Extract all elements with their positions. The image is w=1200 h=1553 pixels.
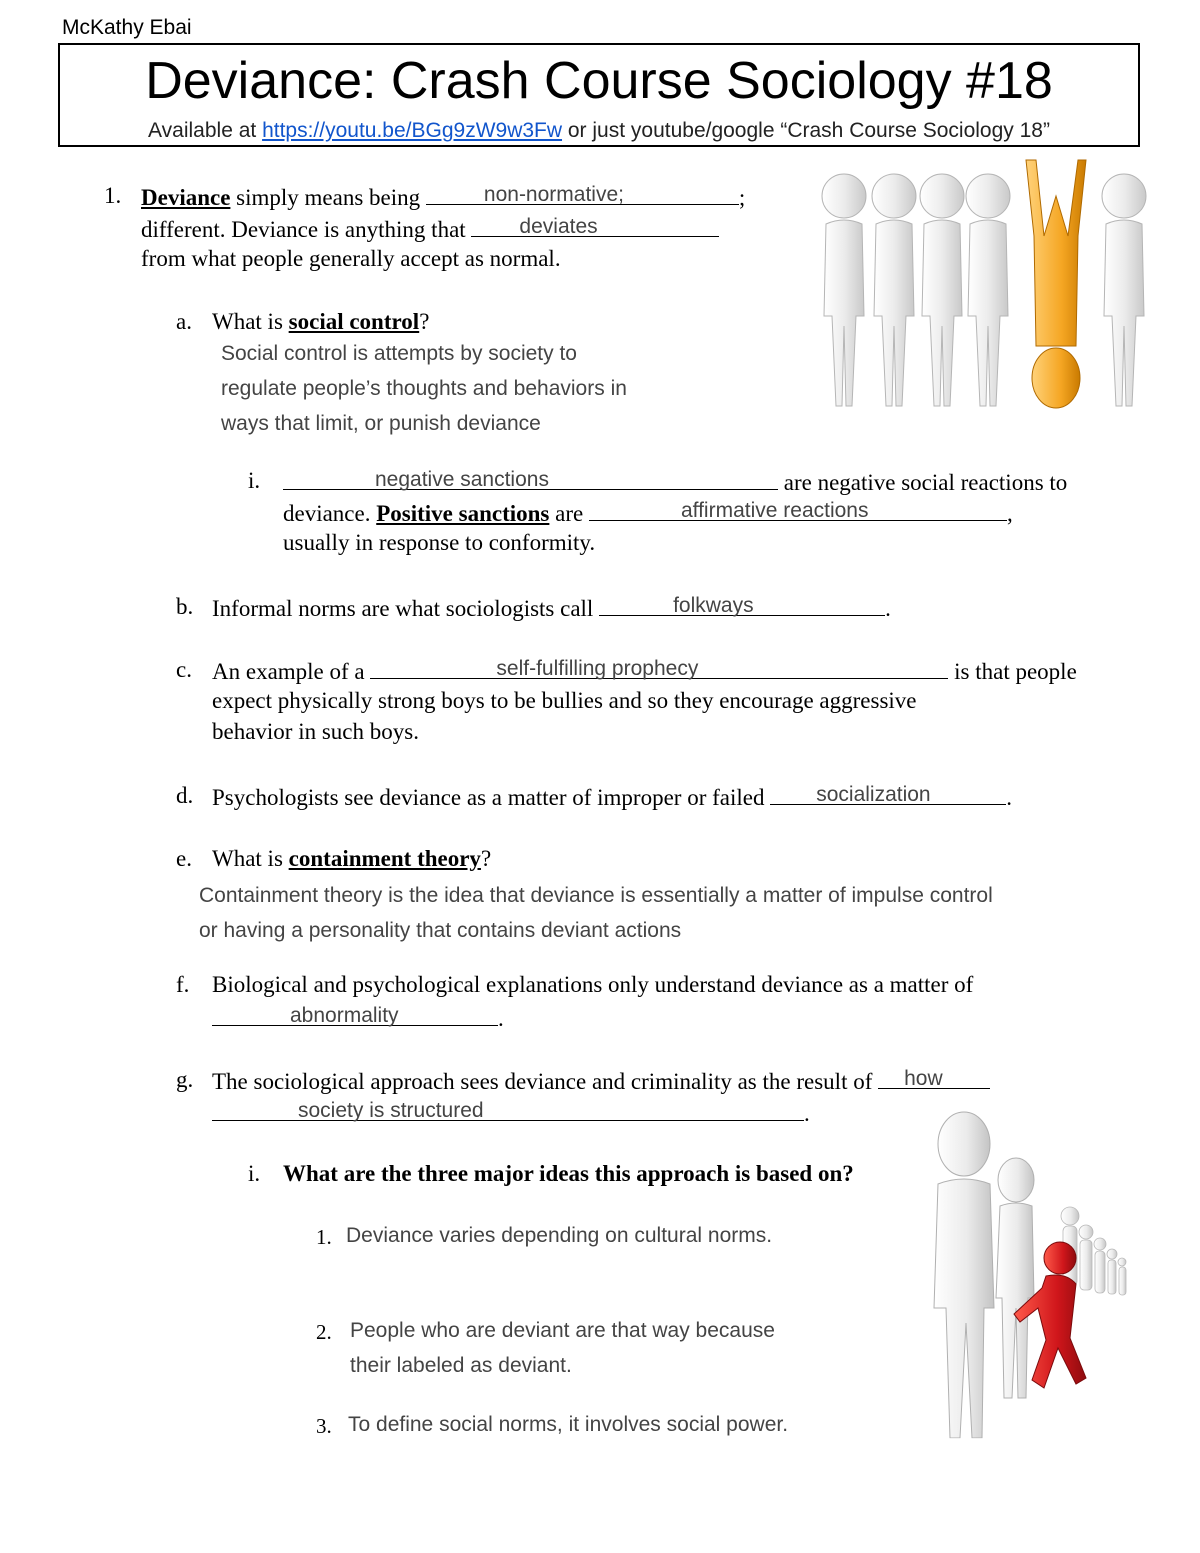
q1-text-2: ; — [738, 185, 746, 210]
white-figure-3 — [920, 174, 964, 406]
qc-text-1: An example of a — [212, 659, 371, 684]
qf-blank-1[interactable] — [212, 1001, 498, 1026]
figures-row-image — [812, 156, 1172, 456]
term-social-control: social control — [288, 309, 420, 334]
qf-line2 — [212, 1001, 504, 1034]
author-name: McKathy Ebai — [62, 16, 192, 39]
qgi-number: i. — [248, 1161, 261, 1186]
q1-answer-2: deviates — [519, 215, 598, 238]
qg-answer-1: how — [904, 1067, 943, 1090]
qf-letter: f. — [176, 972, 190, 997]
qai-answer-2: affirmative reactions — [680, 499, 869, 522]
q1-line3: from what people generally accept as normal. — [141, 246, 561, 271]
qai-number: i. — [248, 468, 261, 493]
white-figure-5 — [1102, 174, 1146, 406]
front-white-figure — [934, 1112, 994, 1438]
qc-text-2: is that people — [948, 659, 1077, 684]
title-box — [58, 43, 1140, 147]
white-figure-1 — [822, 174, 866, 406]
qc-line3: behavior in such boys. — [212, 719, 419, 744]
qd-answer-1: socialization — [816, 783, 931, 806]
idea-3-text: To define social norms, it involves social power. — [348, 1413, 789, 1436]
qc-blank-1[interactable] — [370, 654, 948, 679]
qa-text-2: ? — [419, 309, 430, 334]
idea-1-text: Deviance varies depending on cultural norms. — [346, 1224, 773, 1247]
qb-text-2: . — [885, 596, 891, 621]
available-suffix: or just youtube/google “Crash Course Sociology 18” — [562, 119, 1050, 142]
qe-letter: e. — [176, 846, 192, 871]
qd-letter: d. — [176, 783, 194, 808]
idea-2-text-line-2: their labeled as deviant. — [350, 1354, 572, 1377]
qg-answer-2: society is structured — [298, 1099, 484, 1122]
qg-text-1: The sociological approach sees deviance and criminality as the result of — [212, 1069, 879, 1094]
qg-line2 — [212, 1096, 810, 1129]
qg-letter: g. — [176, 1067, 194, 1092]
qb-blank-1[interactable] — [599, 591, 885, 616]
qb-line — [212, 591, 891, 624]
qc-letter: c. — [176, 657, 192, 682]
qa-answer-line-3: ways that limit, or punish deviance — [221, 412, 541, 435]
qa-question — [212, 306, 429, 337]
page-title: Deviance: Crash Course Sociology #18 — [145, 52, 1053, 110]
available-prefix: Available at — [148, 119, 263, 142]
qc-line1 — [212, 654, 1077, 687]
qb-letter: b. — [176, 594, 194, 619]
term-positive-sanctions: Positive sanctions — [376, 501, 550, 526]
qe-text-1: What is — [212, 846, 289, 871]
qa-letter: a. — [176, 309, 192, 334]
q1-text-1: simply means being — [230, 185, 426, 210]
qe-answer-line-1: Containment theory is the idea that deviance is essentially a matter of impulse control — [199, 884, 993, 907]
qf-text-2: . — [498, 1006, 504, 1031]
term-deviance: Deviance — [141, 185, 231, 210]
qai-text-4: , — [1006, 501, 1013, 526]
white-figure-4 — [966, 174, 1010, 406]
qd-text-2: . — [1006, 785, 1012, 810]
qd-line — [212, 780, 1012, 813]
qai-text-1: are negative social reactions to — [778, 470, 1068, 495]
q1-blank-2[interactable] — [471, 212, 719, 237]
qe-answer-line-2: or having a personality that contains deviant actions — [199, 919, 682, 942]
qf-answer-1: abnormality — [290, 1004, 399, 1027]
q1-number: 1. — [104, 183, 122, 208]
video-link[interactable]: https://youtu.be/BGg9zW9w3Fw — [262, 119, 563, 142]
term-containment-theory: containment theory — [288, 846, 481, 871]
idea-2-text-line-1: People who are deviant are that way because — [350, 1319, 775, 1342]
qc-answer-1: self-fulfilling prophecy — [496, 657, 699, 680]
qai-answer-1: negative sanctions — [375, 468, 549, 491]
second-white-figure — [996, 1158, 1034, 1398]
idea-3-number: 3. — [316, 1414, 332, 1438]
availability-line — [60, 119, 1138, 143]
idea-1-number: 1. — [316, 1225, 332, 1249]
qai-blank-2[interactable] — [589, 496, 1007, 521]
qai-text-2: deviance. — [283, 501, 377, 526]
white-figure-2 — [872, 174, 916, 406]
q1-blank-1[interactable] — [426, 180, 739, 205]
qb-text-1: Informal norms are what sociologists call — [212, 596, 600, 621]
qai-blank-1[interactable] — [283, 465, 778, 490]
qa-text-1: What is — [212, 309, 289, 334]
q1-line2 — [141, 212, 719, 245]
qg-line1 — [212, 1064, 990, 1097]
qai-text-3: are — [549, 501, 589, 526]
qa-answer-line-2: regulate people’s thoughts and behaviors in — [221, 377, 627, 400]
qg-blank-1[interactable] — [878, 1064, 990, 1089]
qc-line2: expect physically strong boys to be bullies and so they encourage aggressive — [212, 688, 917, 713]
qai-line3: usually in response to conformity. — [283, 530, 596, 555]
idea-2-number: 2. — [316, 1320, 332, 1344]
qe-question — [212, 843, 491, 874]
qai-line2 — [283, 496, 1013, 529]
qb-answer-1: folkways — [673, 594, 754, 617]
orange-upside-down-figure — [1026, 160, 1086, 408]
q1-text-3: different. Deviance is anything that — [141, 217, 472, 242]
figures-line-image — [920, 1108, 1160, 1490]
qd-blank-1[interactable] — [770, 780, 1006, 805]
qai-line1 — [283, 465, 1067, 498]
q1-answer-1: non-normative; — [483, 183, 624, 206]
qa-answer-line-1: Social control is attempts by society to — [221, 342, 577, 365]
qe-text-2: ? — [480, 846, 492, 871]
qg-text-2: . — [804, 1101, 810, 1126]
qf-line1: Biological and psychological explanations only understand deviance as a matter of — [212, 972, 974, 997]
qd-text-1: Psychologists see deviance as a matter of improper or failed — [212, 785, 771, 810]
q1-line1 — [141, 180, 745, 213]
qg-blank-2[interactable] — [212, 1096, 804, 1121]
qgi-question: What are the three major ideas this approach is based on? — [283, 1161, 854, 1186]
